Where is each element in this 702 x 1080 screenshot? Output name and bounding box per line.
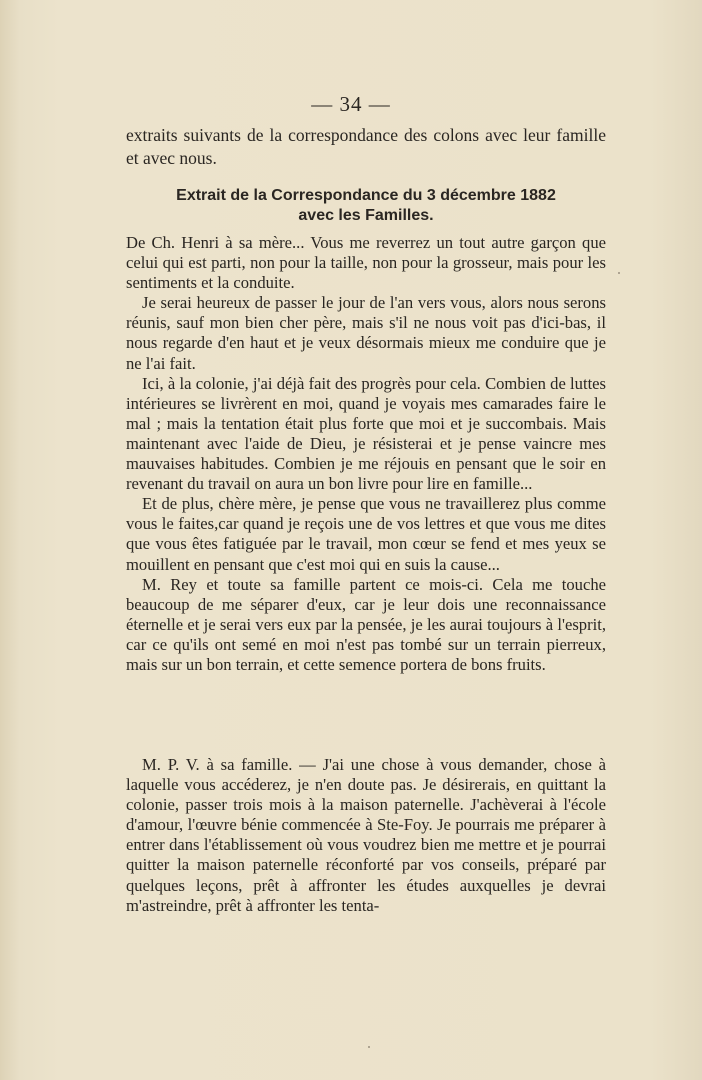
paragraph: Je serai heureux de passer le jour de l'an vers vous, alors nous serons réunis, sauf mon bien cher père, mais s'il ne nous voit pas d'ici-bas, il nous regarde d'en haut et je veux désormais mieux me conduire que je ne l'ai fait. (126, 293, 606, 373)
paragraph: Et de plus, chère mère, je pense que vous ne travaillerez plus comme vous le faites,car quand je reçois une de vos lettres et que vous me dites que vous êtes fatiguée par le travail, mon cœur se fend et mes yeux se mouillent en pensant que c'est moi qui en suis la cause... (126, 494, 606, 574)
page-number: — 34 — (311, 92, 391, 116)
paragraph: De Ch. Henri à sa mère... Vous me reverrez un tout autre garçon que celui qui est parti, non pour la taille, non pour la grosseur, mais pour les sentiments et la conduite. (126, 233, 606, 293)
paragraph: M. P. V. à sa famille. — J'ai une chose à vous demander, chose à laquelle vous accéderez, je n'en doute pas. Je désirerais, en quittant la colonie, passer trois mois à la maison paternelle. J'achèverai à l'école d'amour, l'œuvre bénie commencée à Ste-Foy. Je pourrais me préparer à entrer dans l'établissement où vous voudrez bien me mettre et je pourrai quitter la maison paternelle réconforté par vos conseils, préparé par quelques leçons, prêt à affronter les études auxquelles je devrai m'astreindre, prêt à affronter les tenta- (126, 755, 606, 915)
section-2-body (126, 755, 606, 916)
lead-text: extraits suivants de la correspondance des colons avec leur famille et avec nous. (126, 125, 606, 168)
paragraph: Ici, à la colonie, j'ai déjà fait des progrès pour cela. Combien de luttes intérieures se livrèrent en moi, quand je voyais mes camarades faire le mal ; mais la tentation était plus forte que moi et je succombais. Mais maintenant avec l'aide de Dieu, je résisterai et je pense vaincre mes mauvaises habitudes. Combien je me réjouis en pensant que le soir en revenant du travail on aura un bon livre pour lire en famille... (126, 373, 606, 494)
paper-speck (368, 1046, 370, 1048)
heading-line-2: avec les Familles. (298, 207, 434, 224)
section-1-body (126, 233, 606, 675)
paragraph: M. Rey et toute sa famille partent ce mois-ci. Cela me touche beaucoup de me séparer d'eux, car je leur dois une reconnaissance éternelle et je serai vers eux par la pensée, je les aurai toujours à l'esprit, car ce qu'ils ont semé en moi n'est pas tombé sur un terrain pierreux, mais sur un bon terrain, et cette semence portera de bons fruits. (126, 574, 606, 674)
heading-line-1: Extrait de la Correspondance du 3 décembre 1882 (176, 187, 556, 204)
paper-speck (618, 272, 620, 274)
section-heading (126, 186, 606, 226)
lead-paragraph (126, 124, 606, 169)
